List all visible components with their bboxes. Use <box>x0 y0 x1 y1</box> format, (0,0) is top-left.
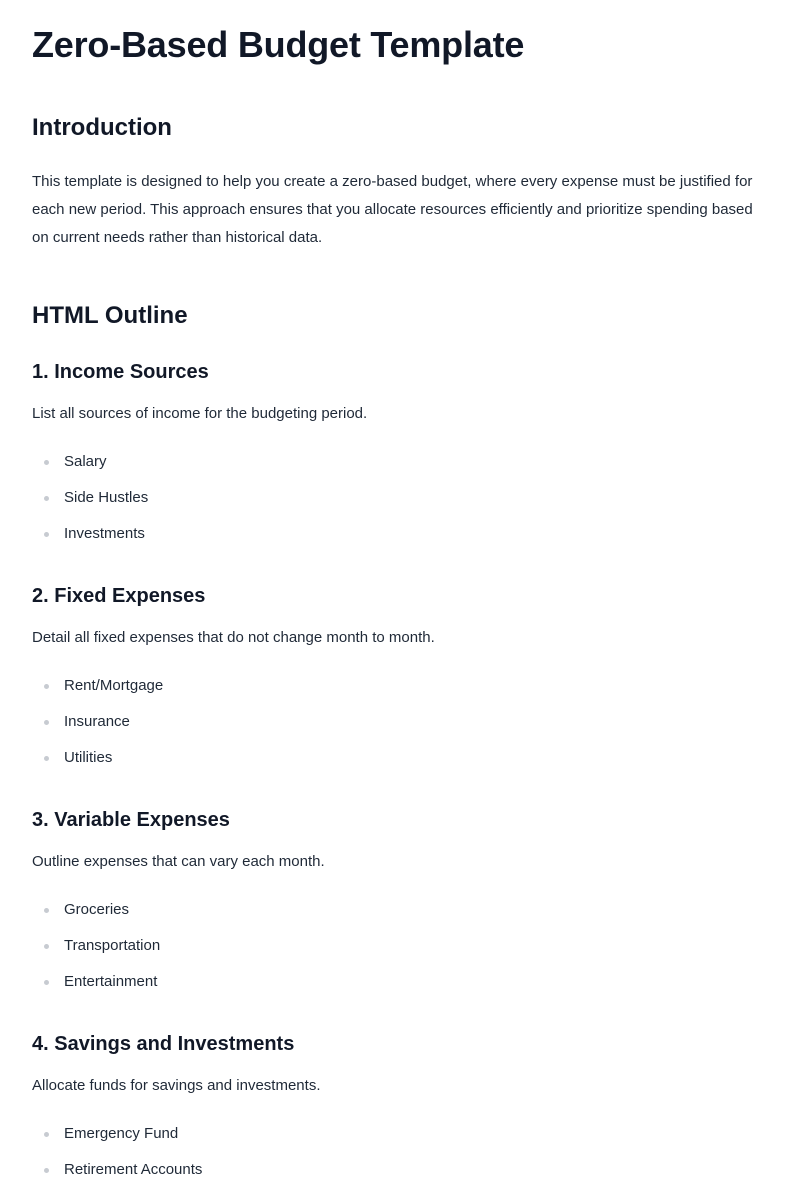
section-text-fixed-expenses: Detail all fixed expenses that do not change month to month. <box>32 629 435 646</box>
section-heading-fixed-expenses: 2. Fixed Expenses <box>32 585 206 607</box>
introduction-text: This template is designed to help you create a zero-based budget, where every expense must be justified for each new period. This approach ensures that you allocate resources efficiently and prioritize spending based on current needs rather than historical data. <box>32 173 753 246</box>
list-item: Utilities <box>32 746 163 782</box>
list-item: Emergency Fund <box>32 1122 202 1158</box>
income-sources-list <box>32 450 148 558</box>
list-item: Rent/Mortgage <box>32 674 163 710</box>
variable-expenses-list <box>32 898 160 1006</box>
section-heading-variable-expenses: 3. Variable Expenses <box>32 809 230 831</box>
introduction-heading: Introduction <box>32 114 172 141</box>
list-item: Salary <box>32 450 148 486</box>
section-text-savings-investments: Allocate funds for savings and investments. <box>32 1077 321 1094</box>
list-item: Entertainment <box>32 970 160 1006</box>
savings-investments-list <box>32 1122 202 1194</box>
section-heading-savings-investments: 4. Savings and Investments <box>32 1033 295 1055</box>
fixed-expenses-list <box>32 674 163 782</box>
list-item: Side Hustles <box>32 486 148 522</box>
list-item: Insurance <box>32 710 163 746</box>
section-text-income-sources: List all sources of income for the budgeting period. <box>32 405 368 422</box>
list-item: Transportation <box>32 934 160 970</box>
section-text-variable-expenses: Outline expenses that can vary each month. <box>32 853 325 870</box>
page-title: Zero-Based Budget Template <box>32 24 525 65</box>
section-heading-income-sources: 1. Income Sources <box>32 361 209 383</box>
outline-heading: HTML Outline <box>32 302 188 329</box>
list-item: Retirement Accounts <box>32 1158 202 1194</box>
list-item: Groceries <box>32 898 160 934</box>
list-item: Investments <box>32 522 148 558</box>
